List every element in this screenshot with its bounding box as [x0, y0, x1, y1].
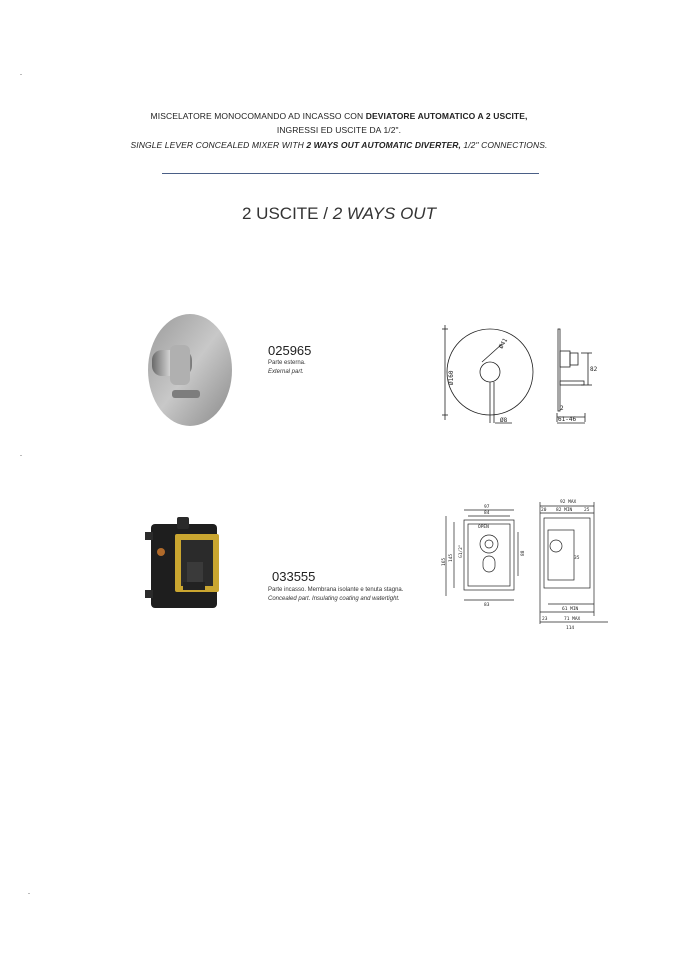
dim-d2: 61 MIN — [562, 607, 579, 612]
scan-speck — [20, 74, 22, 75]
dim-height: 82 — [590, 366, 598, 373]
dim-d1: 71 MAX — [564, 617, 581, 622]
section-title: 2 USCITE / 2 WAYS OUT — [242, 204, 436, 223]
dim-w1: 97 — [484, 505, 490, 510]
dim-w3: 83 — [484, 603, 490, 608]
product-desc-2: Parte incasso. Membrana isolante e tenuta stagna. Concealed part. Insulating coating and watertight. — [268, 587, 404, 602]
scan-speck — [28, 893, 30, 894]
scan-speck — [20, 455, 22, 456]
product-code-2: 033555 — [272, 569, 316, 584]
dim-s1: 20 — [541, 508, 547, 513]
dim-plate: 2 — [560, 405, 564, 412]
dim-s2: 25 — [584, 508, 590, 513]
dim-lever: Ø41 — [497, 337, 510, 350]
dim-d3: 114 — [566, 626, 575, 631]
header-line-3: SINGLE LEVER CONCEALED MIXER WITH 2 WAYS OUT AUTOMATIC DIVERTER, 1/2" CONNECTIONS. — [130, 140, 548, 150]
dim-s4: 23 — [542, 617, 548, 622]
dim-thread: G1/2" — [459, 544, 464, 558]
label-open: OPEN — [478, 525, 489, 530]
external-part-drawing — [440, 325, 600, 435]
product-code-1: 025965 — [268, 343, 312, 358]
product-desc-1: Parte esterna. External part. — [268, 360, 306, 375]
header-line-1: MISCELATORE MONOCOMANDO AD INCASSO CON DEVIATORE AUTOMATICO A 2 USCITE, — [150, 111, 528, 121]
dim-h2: 145 — [449, 553, 454, 562]
dim-h1: 165 — [442, 557, 447, 566]
concealed-part-drawing — [438, 496, 608, 636]
concealed-part-photo — [143, 512, 233, 612]
dim-d-max: 92 MAX — [560, 500, 577, 505]
dim-w2: 84 — [484, 511, 490, 516]
dim-diameter: Ø160 — [448, 370, 455, 385]
dim-depth: 61-46 — [558, 416, 577, 423]
dim-d-min: 82 MIN — [556, 508, 573, 513]
header-line-2: INGRESSI ED USCITE DA 1/2". — [276, 125, 402, 135]
dim-s3: 35 — [574, 556, 580, 561]
divider — [162, 173, 539, 174]
dim-pin: Ø8 — [500, 417, 508, 424]
dim-h3: 88 — [521, 550, 526, 556]
external-part-photo — [144, 310, 234, 430]
